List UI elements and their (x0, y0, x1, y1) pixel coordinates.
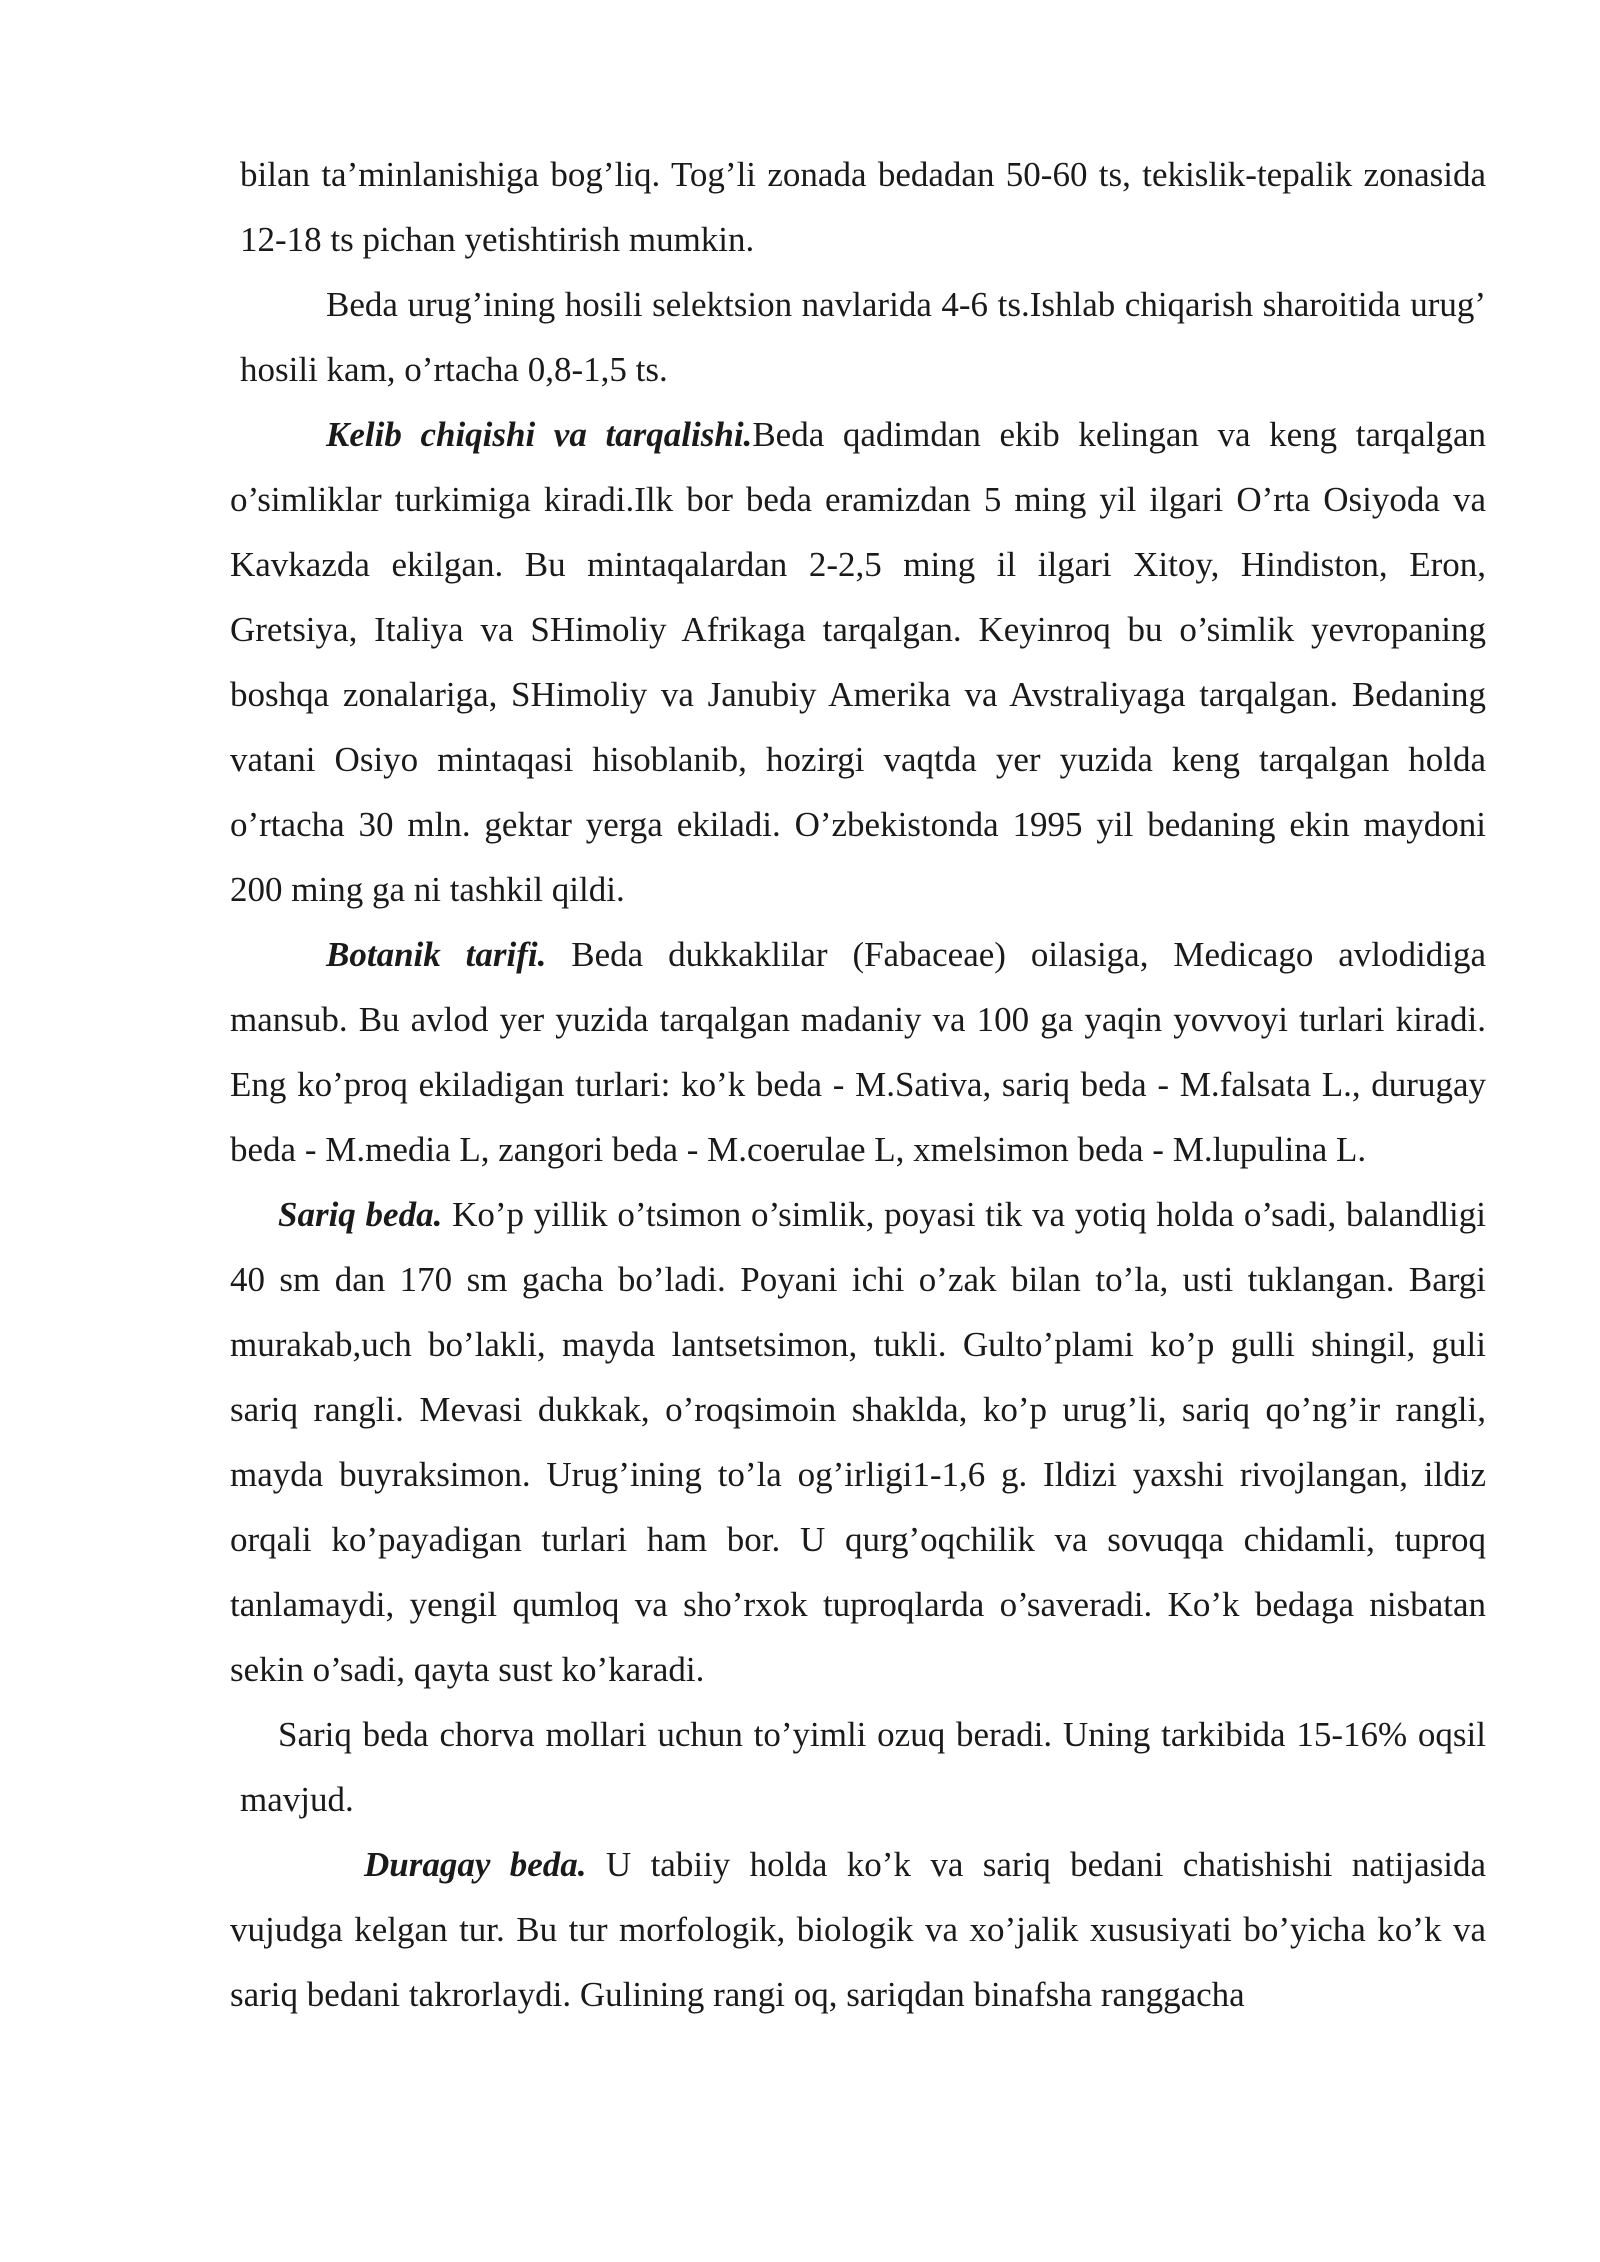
paragraph-heading: Sariq beda. (278, 1195, 443, 1234)
paragraph-yellow-alfalfa (230, 1182, 1486, 1702)
paragraph-heading: Kelib chiqishi va tarqalishi. (326, 415, 753, 454)
paragraph-text: bilan ta’minlanishiga bog’liq. Tog’li zonada bedadan 50-60 ts, tekislik-tepalik zonasida 12-18 ts pichan yetishtirish mumkin. (240, 155, 1486, 259)
paragraph-botanical (230, 922, 1486, 1182)
body-text (230, 142, 1486, 2027)
paragraph-text: Beda qadimdan ekib kelingan va keng tarqalgan o’simliklar turkimiga kiradi.Ilk bor beda eramizdan 5 ming yil ilgari O’rta Osiyoda va Kavkazda ekilgan. Bu mintaqalardan 2-2,5 ming il ilgari Xitoy, Hindiston, Eron, Gretsiya, Italiya va SHimoliy Afrikaga tarqalgan. Keyinroq bu o’simlik yevropaning boshqa zonalariga, SHimoliy va Janubiy Amerika va Avstraliyaga tarqalgan. Bedaning vatani Osiyo mintaqasi hisoblanib, hozirgi vaqtda yer yuzida keng tarqalgan holda o’rtacha 30 mln. gektar yerga ekiladi. O’zbekistonda 1995 yil bedaning ekin maydoni 200 ming ga ni tashkil qildi. (230, 415, 1486, 909)
paragraph-origin (230, 402, 1486, 922)
paragraph-hybrid-alfalfa (230, 1832, 1486, 2027)
paragraph-seed-yield (230, 272, 1486, 402)
paragraph-yield-hay (230, 142, 1486, 272)
paragraph-text: Ko’p yillik o’tsimon o’simlik, poyasi tik va yotiq holda o’sadi, balandligi 40 sm dan 170 sm gacha bo’ladi. Poyani ichi o’zak bilan to’la, usti tuklangan. Bargi murakab,uch bo’lakli, mayda lantsetsimon, tukli. Gulto’plami ko’p gulli shingil, guli sariq rangli. Mevasi dukkak, o’roqsimoin shaklda, ko’p urug’li, sariq qo’ng’ir rangli, mayda buyraksimon. Urug’ining to’la og’irligi1-1,6 g. Ildizi yaxshi rivojlangan, ildiz orqali ko’payadigan turlari ham bor. U qurg’oqchilik va sovuqqa chidamli, tuproq tanlamaydi, yengil qumloq va sho’rxok tuproqlarda o’saveradi. Ko’k bedaga nisbatan sekin o’sadi, qayta sust ko’karadi. (230, 1195, 1486, 1689)
paragraph-heading: Botanik tarifi. (326, 935, 547, 974)
paragraph-text: Beda urug’ining hosili selektsion navlarida 4-6 ts.Ishlab chiqarish sharoitida urug’ hosili kam, o’rtacha 0,8-1,5 ts. (240, 285, 1486, 389)
paragraph-yellow-alfalfa-feed (230, 1702, 1486, 1832)
paragraph-text: Beda dukkaklilar (Fabaceae) oilasiga, Medicago avlodidiga mansub. Bu avlod yer yuzida tarqalgan madaniy va 100 ga yaqin yovvoyi turlari kiradi. Eng ko’proq ekiladigan turlari: ko’k beda - M.Sativa, sariq beda - M.falsata L., durugay beda - M.media L, zangori beda - M.coerulae L, xmelsimon beda - M.lupulina L. (230, 935, 1486, 1169)
paragraph-heading: Duragay beda. (364, 1845, 587, 1884)
paragraph-text: U tabiiy holda ko’k va sariq bedani chatishishi natijasida vujudga kelgan tur. Bu tur morfologik, biologik va xo’jalik xususiyati bo’yicha ko’k va sariq bedani takrorlaydi. Gulining rangi oq, sariqdan binafsha ranggacha (230, 1845, 1486, 2014)
paragraph-text: Sariq beda chorva mollari uchun to’yimli ozuq beradi. Uning tarkibida 15-16% oqsil mavjud. (240, 1715, 1486, 1819)
